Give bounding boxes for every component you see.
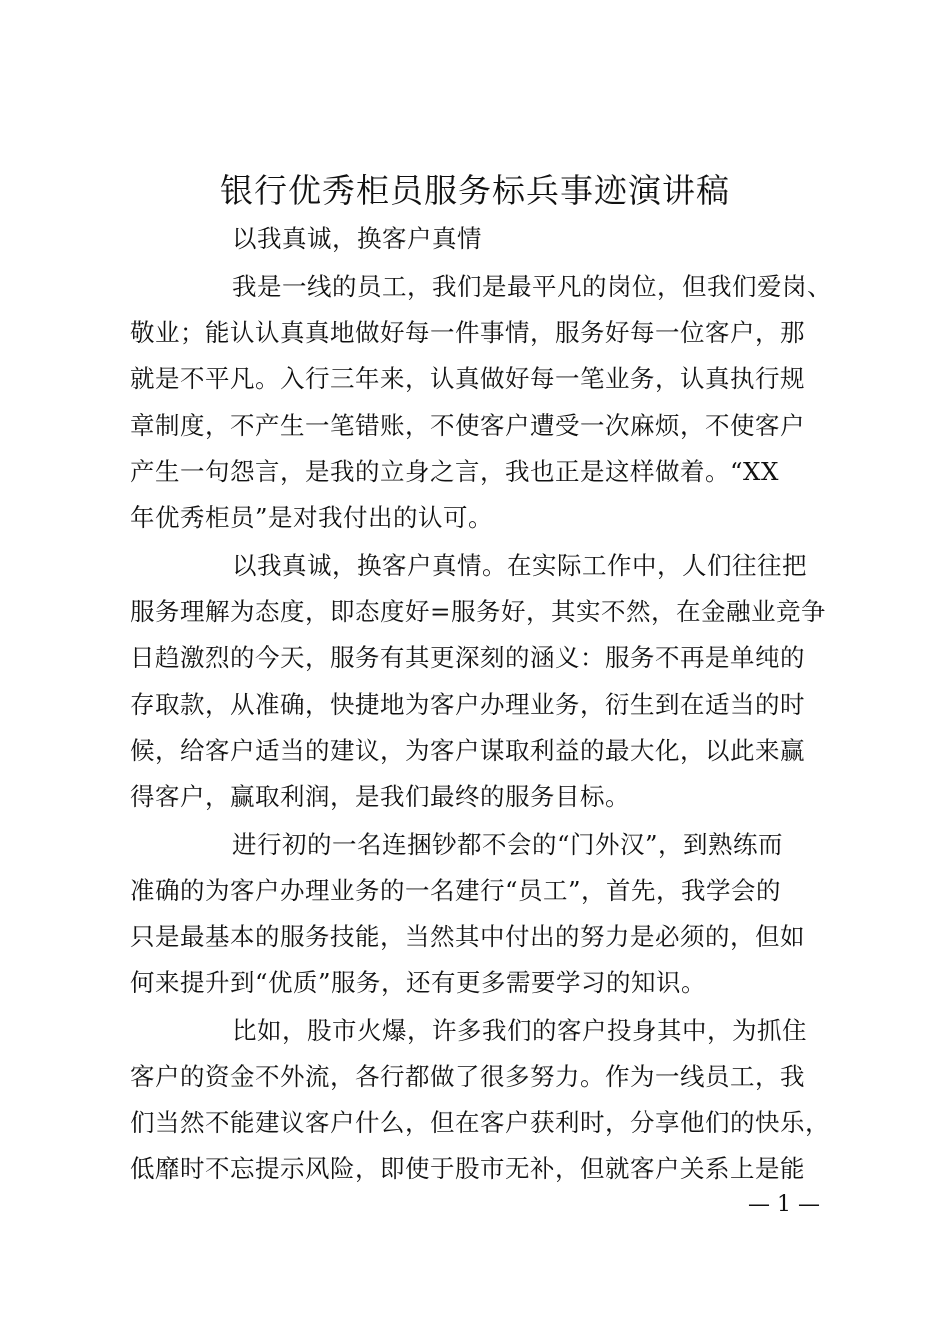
paragraph-line: 只是最基本的服务技能，当然其中付出的努力是必须的，但如 xyxy=(130,922,805,951)
paragraph-line: 低靡时不忘提示风险，即使于股市无补，但就客户关系上是能 xyxy=(130,1154,805,1183)
paragraph-line: 章制度，不产生一笔错账，不使客户遭受一次麻烦，不使客户 xyxy=(130,411,805,440)
paragraph-line: 进行初的一名连捆钞都不会的“门外汉”，到熟练而 xyxy=(232,830,784,859)
paragraph-line: 客户的资金不外流，各行都做了很多努力。作为一线员工，我 xyxy=(130,1062,805,1091)
paragraph-line: 产生一句怨言，是我的立身之言，我也正是这样做着。“XX xyxy=(130,457,779,486)
paragraph-line: 存取款，从准确，快捷地为客户办理业务，衍生到在适当的时 xyxy=(130,690,805,719)
paragraph-line: 何来提升到“优质”服务，还有更多需要学习的知识。 xyxy=(130,968,707,997)
subtitle: 以我真诚，换客户真情 xyxy=(232,224,482,253)
paragraph-line: 候，给客户适当的建议，为客户谋取利益的最大化，以此来赢 xyxy=(130,736,805,765)
paragraph-line: 我是一线的员工，我们是最平凡的岗位，但我们爱岗、 xyxy=(232,272,832,301)
paragraph-line: 准确的为客户办理业务的一名建行“员工”，首先，我学会的 xyxy=(130,876,782,905)
page-number: — 1 — xyxy=(748,1192,820,1217)
document-title: 银行优秀柜员服务标兵事迹演讲稿 xyxy=(220,171,730,210)
paragraph-line: 就是不平凡。入行三年来，认真做好每一笔业务，认真执行规 xyxy=(130,364,805,393)
paragraph-line: 得客户，赢取利润，是我们最终的服务目标。 xyxy=(130,782,630,811)
paragraph-line: 比如，股市火爆，许多我们的客户投身其中，为抓住 xyxy=(232,1016,807,1045)
paragraph-line: 敬业；能认认真真地做好每一件事情，服务好每一位客户，那 xyxy=(130,318,805,347)
paragraph-line: 以我真诚，换客户真情。在实际工作中，人们往往把 xyxy=(232,551,807,580)
paragraph-line: 年优秀柜员”是对我付出的认可。 xyxy=(130,503,494,532)
paragraph-line: 服务理解为态度，即态度好=服务好，其实不然，在金融业竞争 xyxy=(130,597,827,626)
paragraph-line: 们当然不能建议客户什么，但在客户获利时，分享他们的快乐， xyxy=(130,1108,830,1137)
paragraph-line: 日趋激烈的今天，服务有其更深刻的涵义：服务不再是单纯的 xyxy=(130,643,805,672)
